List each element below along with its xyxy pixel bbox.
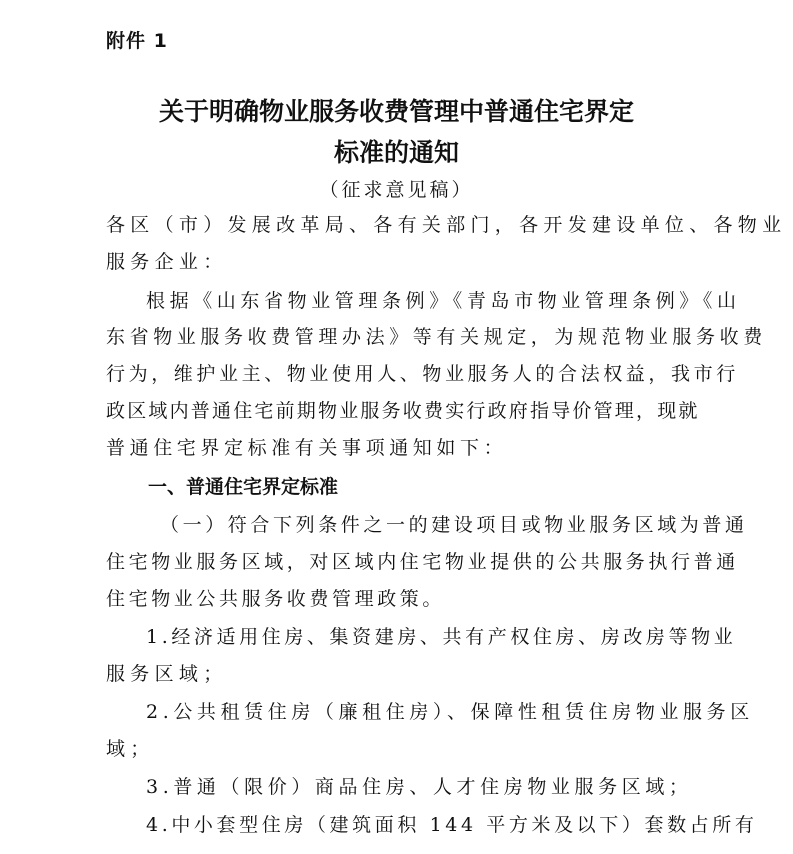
subsection-1-line-2: 住宅物业服务区域，对区域内住宅物业提供的公共服务执行普通 <box>106 551 739 573</box>
item-3-line-1: 3.普通（限价）商品住房、人才住房物业服务区域； <box>146 776 693 798</box>
intro-line-3: 行为，维护业主、物业使用人、物业服务人的合法权益，我市行 <box>106 363 739 385</box>
addressee-line-2: 服务企业： <box>106 251 228 273</box>
document-title-line-2: 标准的通知 <box>333 138 459 167</box>
intro-line-5: 普通住宅界定标准有关事项通知如下： <box>106 437 508 459</box>
item-2-line-1: 2.公共租赁住房（廉租住房）、保障性租赁住房物业服务区 <box>146 701 754 723</box>
item-1-line-2: 服务区域； <box>106 663 228 685</box>
subsection-1-line-3: 住宅物业公共服务收费管理政策。 <box>106 588 446 610</box>
attachment-label: 附件 1 <box>106 30 168 52</box>
subsection-1-line-1: （一）符合下列条件之一的建设项目或物业服务区域为普通 <box>160 514 748 536</box>
document-title-line-1: 关于明确物业服务收费管理中普通住宅界定 <box>158 97 634 126</box>
item-4-line-1: 4.中小套型住房（建筑面积 144 平方米及以下）套数占所有 <box>146 814 758 836</box>
section-1-heading: 一、普通住宅界定标准 <box>148 476 339 498</box>
item-1-line-1: 1.经济适用住房、集资建房、共有产权住房、房改房等物业 <box>146 626 737 648</box>
intro-line-4: 政区域内普通住宅前期物业服务收费实行政府指导价管理，现就 <box>106 400 700 422</box>
draft-note: （征求意见稿） <box>319 179 474 201</box>
item-2-line-2: 域； <box>106 738 155 760</box>
intro-line-2: 东省物业服务收费管理办法》等有关规定，为规范物业服务收费 <box>106 326 767 348</box>
intro-line-1: 根据《山东省物业管理条例》《青岛市物业管理条例》《山 <box>146 290 741 312</box>
addressee-line-1: 各区（市）发展改革局、各有关部门，各开发建设单位、各物业 <box>106 214 787 236</box>
